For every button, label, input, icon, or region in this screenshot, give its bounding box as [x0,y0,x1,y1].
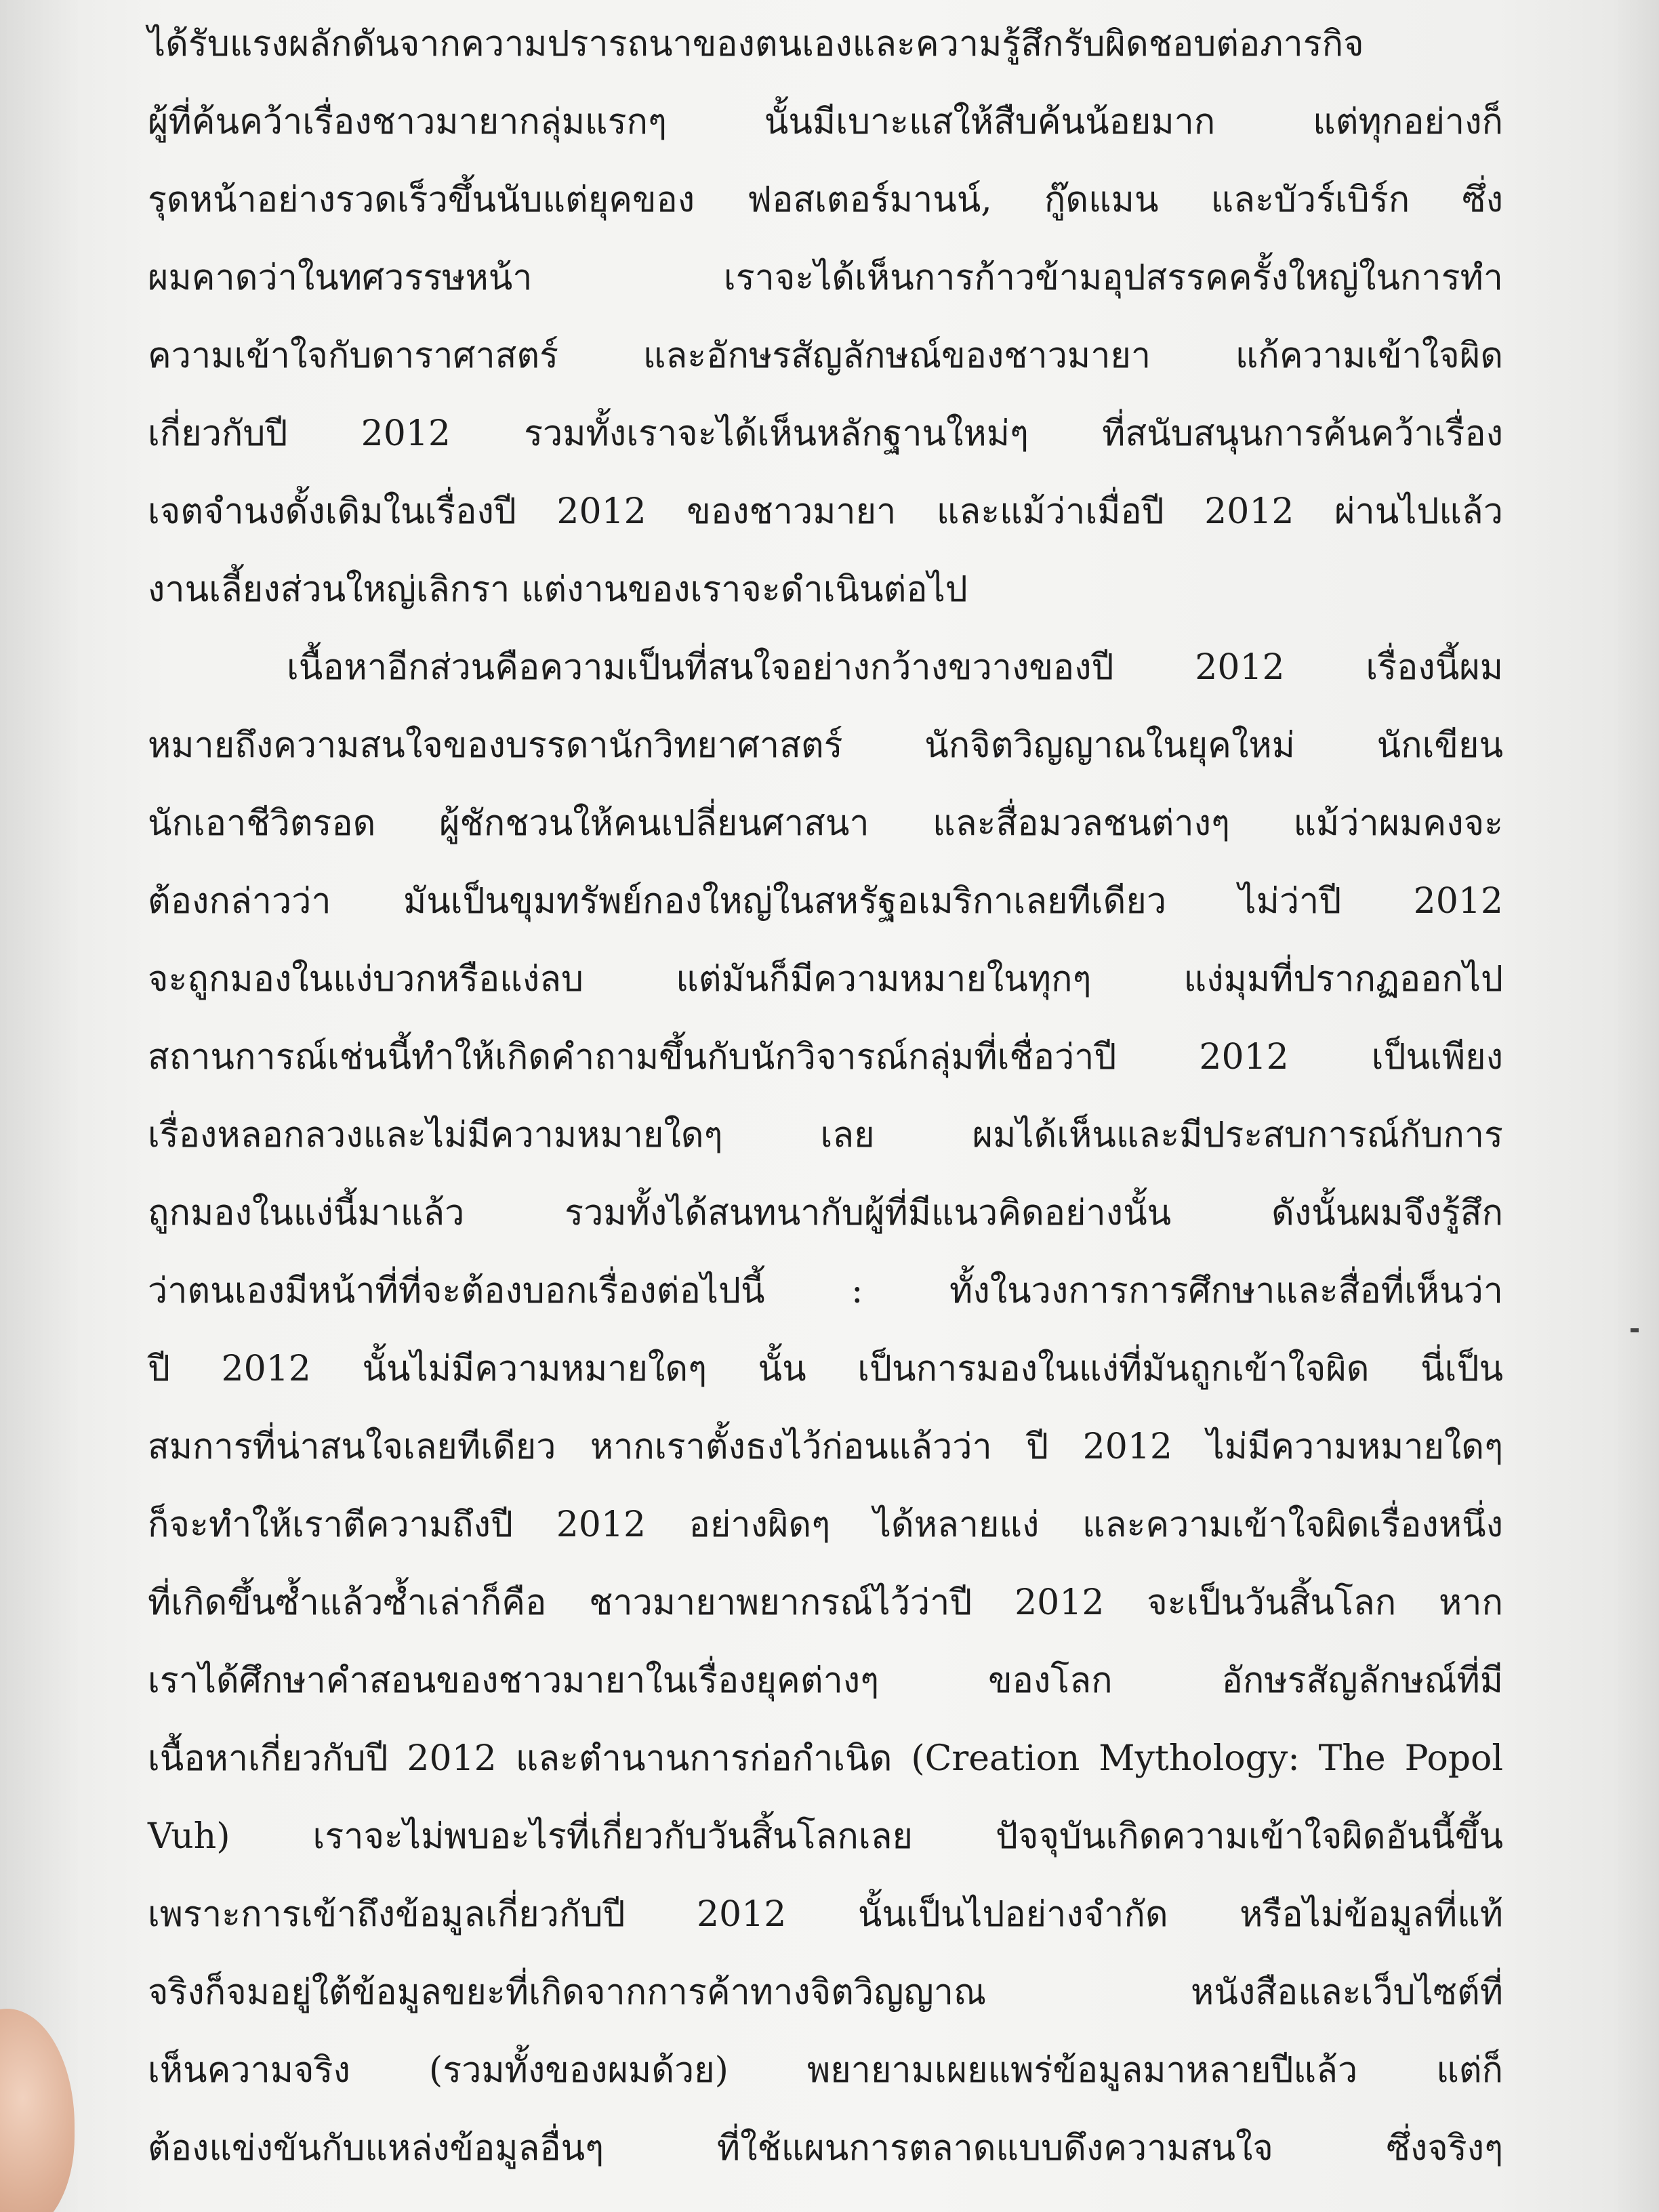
text-line: เราได้ศึกษาคำสอนของชาวมายาในเรื่องยุคต่างๆ ของโลก อักษรสัญลักษณ์ที่มี [148,1660,1503,1701]
text-line: สมการที่น่าสนใจเลยทีเดียว หากเราตั้งธงไว้ก่อนแล้วว่า ปี 2012 ไม่มีความหมายใดๆ [148,1427,1503,1467]
text-line: ที่เกิดขึ้นซ้ำแล้วซ้ำเล่าก็คือ ชาวมายาพยากรณ์ไว้ว่าปี 2012 จะเป็นวันสิ้นโลก หาก [148,1582,1503,1623]
text-line: สถานการณ์เช่นนี้ทำให้เกิดคำถามขึ้นกับนักวิจารณ์กลุ่มที่เชื่อว่าปี 2012 เป็นเพียง [148,1037,1503,1078]
text-line: เกี่ยวกับปี 2012 รวมทั้งเราจะได้เห็นหลักฐานใหม่ๆ ที่สนับสนุนการค้นคว้าเรื่อง [148,413,1503,454]
page-edge-shadow [1612,0,1659,2212]
text-line: ได้รับแรงผลักดันจากความปรารถนาของตนเองและความรู้สึกรับผิดชอบต่อภารกิจ [148,24,1364,64]
text-line: เนื้อหาเกี่ยวกับปี 2012 และตำนานการก่อกำเนิด (Creation Mythology: The Popol [148,1738,1503,1779]
text-line: ต้องแข่งขันกับแหล่งข้อมูลอื่นๆ ที่ใช้แผนการตลาดแบบดึงความสนใจ ซึ่งจริงๆ [148,2128,1503,2169]
text-line: ว่าตนเองมีหน้าที่ที่จะต้องบอกเรื่องต่อไปนี้ : ทั้งในวงการการศึกษาและสื่อที่เห็นว่า [148,1271,1503,1311]
paragraph-last-line: งานเลี้ยงส่วนใหญ่เลิกรา แต่งานของเราจะดำเนินต่อไป [148,569,968,610]
margin-mark [1631,1328,1639,1332]
page-body-text [148,5,1503,2188]
paragraph-first-line: เนื้อหาอีกส่วนคือความเป็นที่สนใจอย่างกว้างขวางของปี 2012 เรื่องนี้ผม [287,647,1503,688]
text-line: นักเอาชีวิตรอด ผู้ชักชวนให้คนเปลี่ยนศาสนา และสื่อมวลชนต่างๆ แม้ว่าผมคงจะ [148,803,1503,844]
text-line: ปี 2012 นั้นไม่มีความหมายใดๆ นั้น เป็นการมองในแง่ที่มันถูกเข้าใจผิด นี่เป็น [148,1349,1503,1389]
text-line: ผมคาดว่าในทศวรรษหน้า เราจะได้เห็นการก้าวข้ามอุปสรรคครั้งใหญ่ในการทำ [148,258,1503,298]
text-line: ถูกมองในแง่นี้มาแล้ว รวมทั้งได้สนทนากับผู้ที่มีแนวคิดอย่างนั้น ดังนั้นผมจึงรู้สึก [148,1193,1503,1233]
text-line: ผู้ที่ค้นคว้าเรื่องชาวมายากลุ่มแรกๆ นั้นมีเบาะแสให้สืบค้นน้อยมาก แต่ทุกอย่างก็ [148,102,1503,142]
text-line: จะถูกมองในแง่บวกหรือแง่ลบ แต่มันก็มีความหมายในทุกๆ แง่มุมที่ปรากฏออกไป [148,959,1503,1000]
text-line: ความเข้าใจกับดาราศาสตร์ และอักษรสัญลักษณ์ของชาวมายา แก้ความเข้าใจผิด [148,335,1503,376]
text-line: เรื่องหลอกลวงและไม่มีความหมายใดๆ เลย ผมได้เห็นและมีประสบการณ์กับการ [148,1115,1503,1155]
text-line: ก็จะทำให้เราตีความถึงปี 2012 อย่างผิดๆ ได้หลายแง่ และความเข้าใจผิดเรื่องหนึ่ง [148,1504,1503,1545]
text-line: ต้องกล่าวว่า มันเป็นขุมทรัพย์กองใหญ่ในสหรัฐอเมริกาเลยทีเดียว ไม่ว่าปี 2012 [148,881,1503,922]
text-line: เจตจำนงดั้งเดิมในเรื่องปี 2012 ของชาวมายา และแม้ว่าเมื่อปี 2012 ผ่านไปแล้ว [148,491,1503,532]
text-line: จริงก็จมอยู่ใต้ข้อมูลขยะที่เกิดจากการค้าทางจิตวิญญาณ หนังสือและเว็บไซต์ที่ [148,1972,1503,2013]
text-line: หมายถึงความสนใจของบรรดานักวิทยาศาสตร์ นักจิตวิญญาณในยุคใหม่ นักเขียน [148,725,1503,766]
text-line: เพราะการเข้าถึงข้อมูลเกี่ยวกับปี 2012 นั้นเป็นไปอย่างจำกัด หรือไม่ข้อมูลที่แท้ [148,1894,1503,1935]
text-line: รุดหน้าอย่างรวดเร็วขึ้นนับแต่ยุคของ ฟอสเตอร์มานน์, กู๊ดแมน และบัวร์เบิร์ก ซึ่ง [148,180,1503,220]
text-line: Vuh) เราจะไม่พบอะไรที่เกี่ยวกับวันสิ้นโลกเลย ปัจจุบันเกิดความเข้าใจผิดอันนี้ขึ้น [148,1816,1503,1857]
page-gutter-shadow [0,0,81,2212]
text-line: เห็นความจริง (รวมทั้งของผมด้วย) พยายามเผยแพร่ข้อมูลมาหลายปีแล้ว แต่ก็ [148,2050,1503,2091]
